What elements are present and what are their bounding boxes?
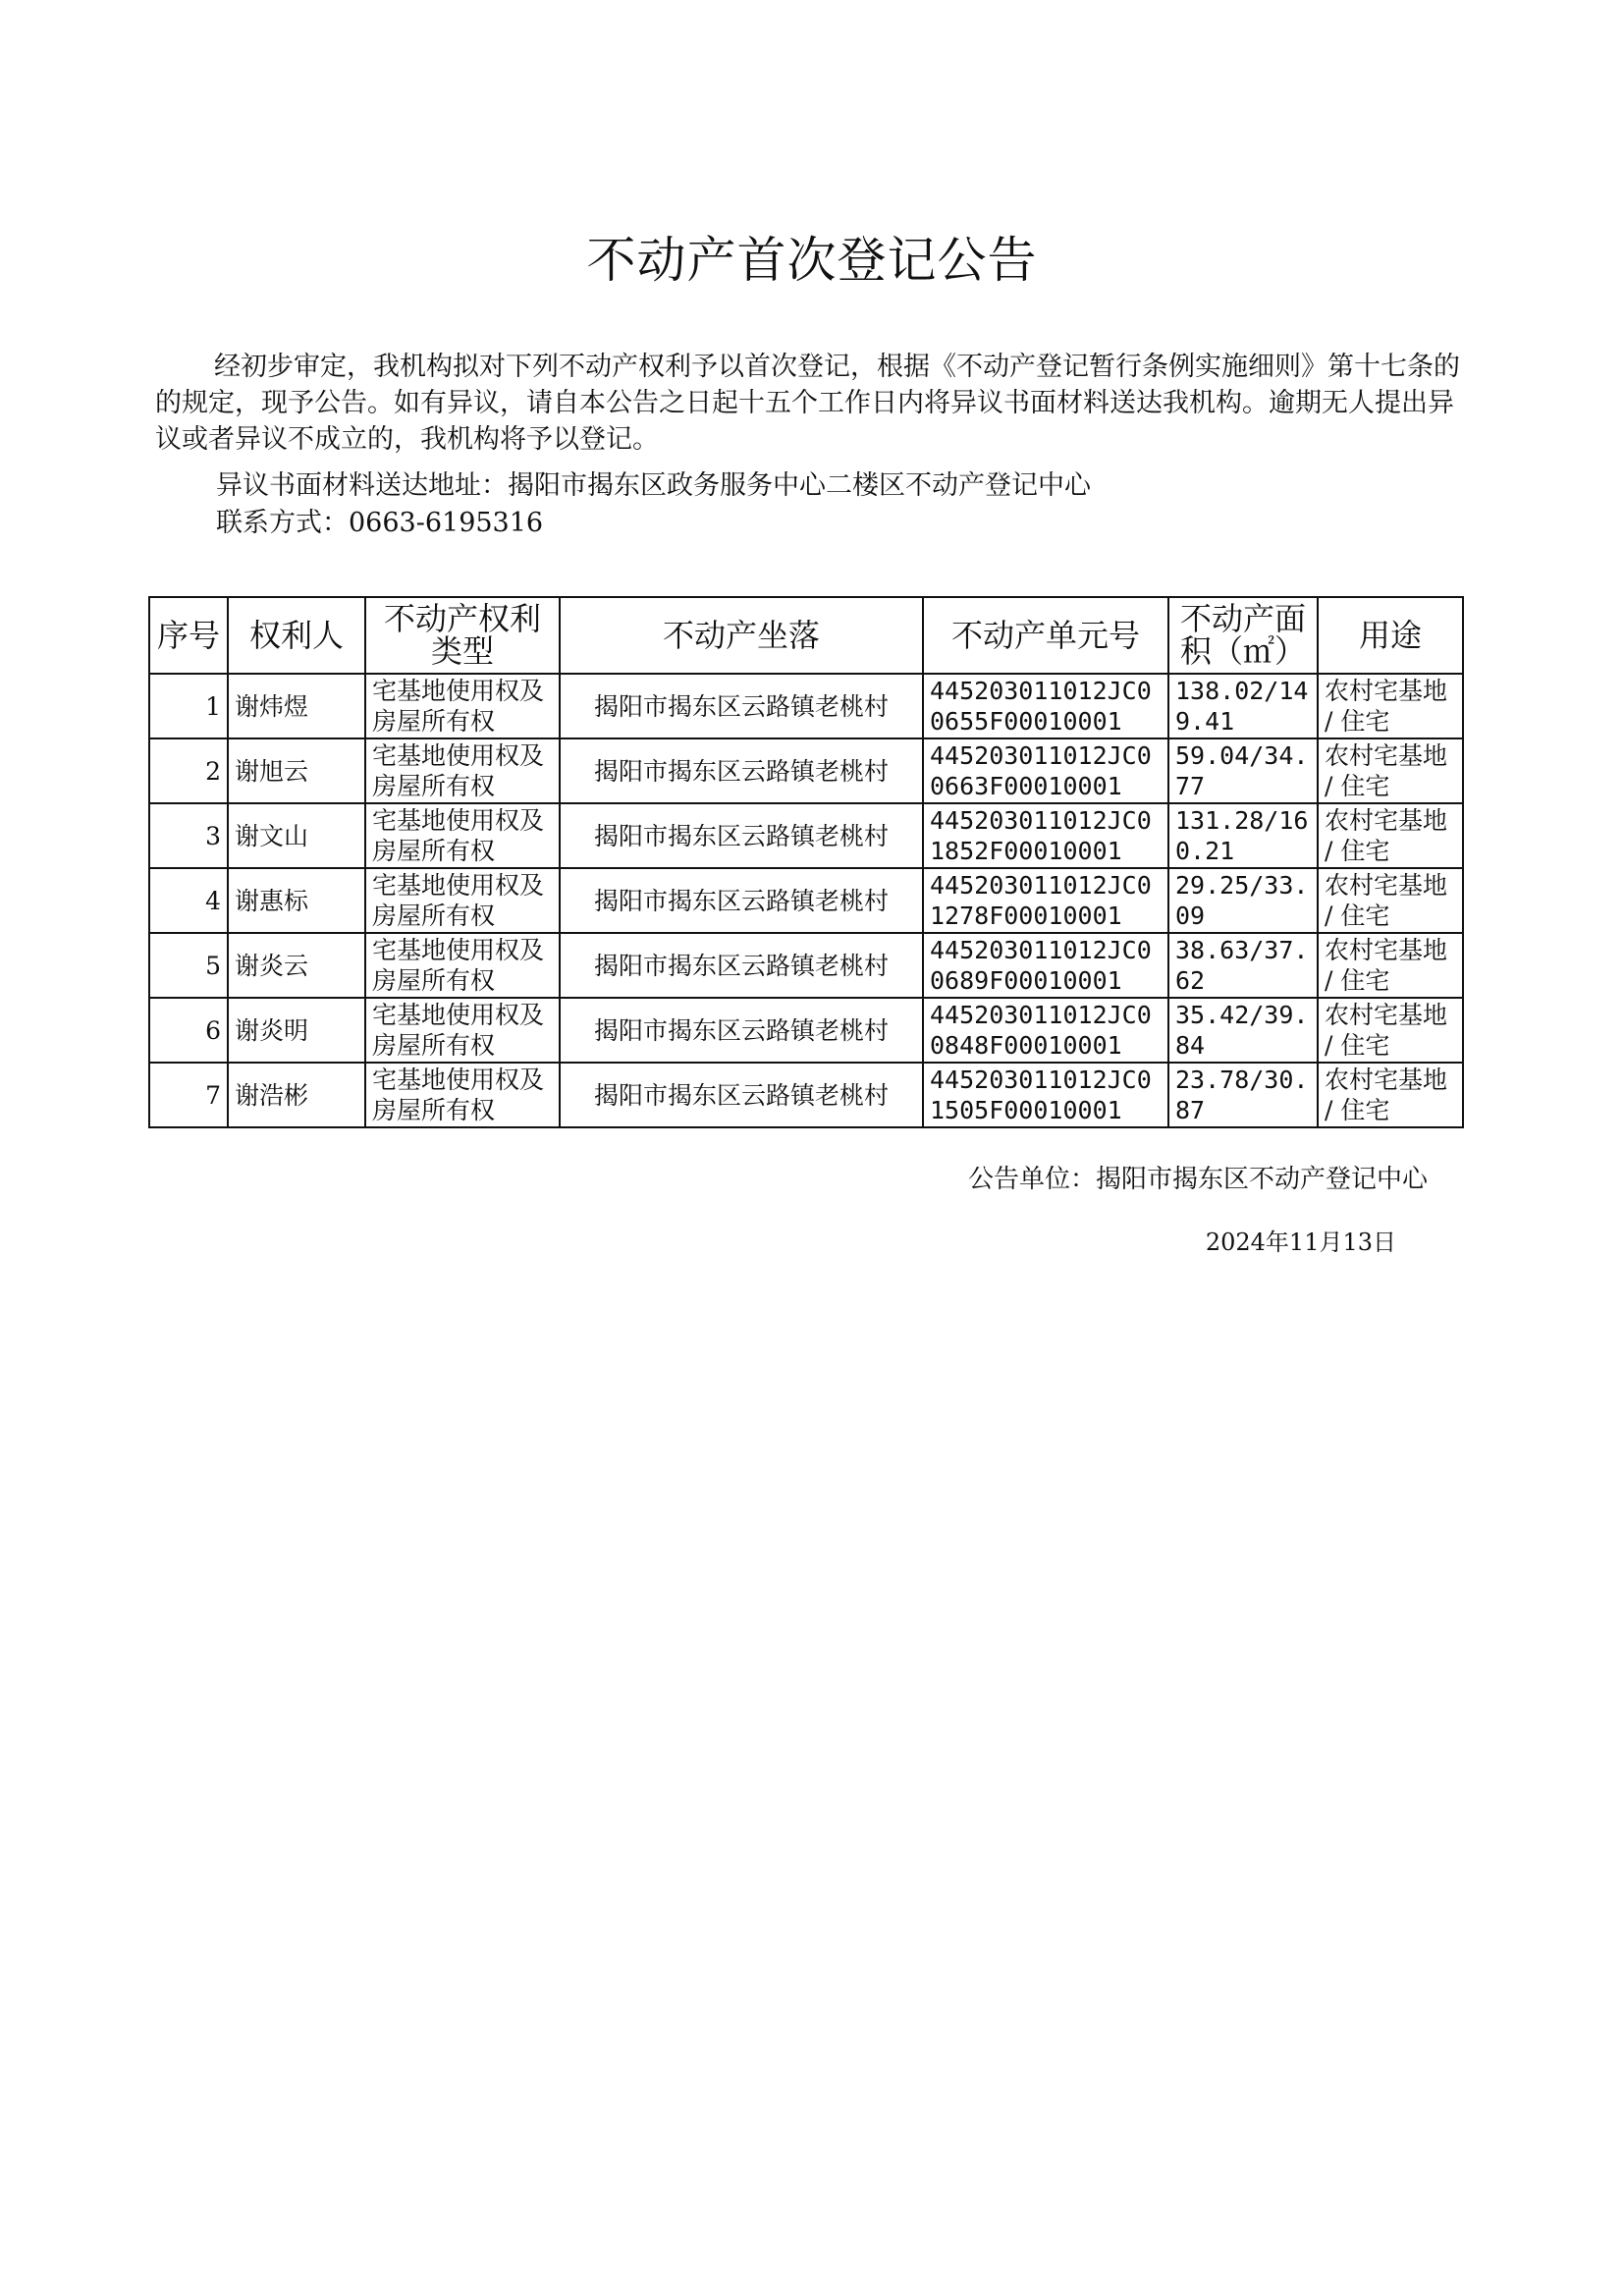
- cell-location: 揭阳市揭东区云路镇老桃村: [560, 998, 923, 1063]
- table-row: [149, 738, 1463, 803]
- header-owner: 权利人: [228, 597, 365, 674]
- cell-use: 农村宅基地 / 住宅: [1318, 998, 1463, 1063]
- table-row: [149, 868, 1463, 933]
- cell-use: 农村宅基地 / 住宅: [1318, 933, 1463, 998]
- cell-area: 131.28/160.21: [1168, 803, 1318, 868]
- cell-no: 1: [149, 674, 228, 738]
- table-row: [149, 1063, 1463, 1127]
- cell-unit-no: 445203011012JC01852F00010001: [923, 803, 1168, 868]
- cell-owner: 谢旭云: [228, 738, 365, 803]
- header-no: 序号: [149, 597, 228, 674]
- cell-area: 38.63/37.62: [1168, 933, 1318, 998]
- table-row: [149, 674, 1463, 738]
- issuing-organization: 公告单位：揭阳市揭东区不动产登记中心: [967, 1165, 1428, 1194]
- cell-unit-no: 445203011012JC01278F00010001: [923, 868, 1168, 933]
- header-unit-no: 不动产单元号: [923, 597, 1168, 674]
- cell-use: 农村宅基地 / 住宅: [1318, 868, 1463, 933]
- cell-owner: 谢炎明: [228, 998, 365, 1063]
- cell-no: 3: [149, 803, 228, 868]
- cell-no: 4: [149, 868, 228, 933]
- cell-right-type: 宅基地使用权及房屋所有权: [365, 868, 560, 933]
- cell-no: 7: [149, 1063, 228, 1127]
- page-title: 不动产首次登记公告: [586, 232, 1038, 289]
- cell-right-type: 宅基地使用权及房屋所有权: [365, 1063, 560, 1127]
- cell-owner: 谢惠标: [228, 868, 365, 933]
- cell-use: 农村宅基地 / 住宅: [1318, 1063, 1463, 1127]
- cell-right-type: 宅基地使用权及房屋所有权: [365, 674, 560, 738]
- cell-unit-no: 445203011012JC00655F00010001: [923, 674, 1168, 738]
- table-row: [149, 998, 1463, 1063]
- cell-area: 138.02/149.41: [1168, 674, 1318, 738]
- cell-unit-no: 445203011012JC01505F00010001: [923, 1063, 1168, 1127]
- cell-location: 揭阳市揭东区云路镇老桃村: [560, 674, 923, 738]
- header-right-type: 不动产权利类型: [365, 597, 560, 674]
- cell-right-type: 宅基地使用权及房屋所有权: [365, 803, 560, 868]
- cell-right-type: 宅基地使用权及房屋所有权: [365, 933, 560, 998]
- cell-no: 6: [149, 998, 228, 1063]
- cell-unit-no: 445203011012JC00663F00010001: [923, 738, 1168, 803]
- cell-area: 23.78/30.87: [1168, 1063, 1318, 1127]
- cell-no: 2: [149, 738, 228, 803]
- objection-address-line: 异议书面材料送达地址：揭阳市揭东区政务服务中心二楼区不动产登记中心: [216, 470, 1091, 501]
- header-location: 不动产坐落: [560, 597, 923, 674]
- cell-unit-no: 445203011012JC00689F00010001: [923, 933, 1168, 998]
- table-header-row: [149, 597, 1463, 674]
- cell-location: 揭阳市揭东区云路镇老桃村: [560, 738, 923, 803]
- cell-area: 35.42/39.84: [1168, 998, 1318, 1063]
- registration-table: [148, 596, 1464, 1128]
- cell-owner: 谢炜煜: [228, 674, 365, 738]
- cell-use: 农村宅基地 / 住宅: [1318, 674, 1463, 738]
- cell-area: 59.04/34.77: [1168, 738, 1318, 803]
- intro-paragraph: 经初步审定，我机构拟对下列不动产权利予以首次登记，根据《不动产登记暂行条例实施细则》第十七条的的规定，现予公告。如有异议，请自本公告之日起十五个工作日内将异议书面材料送达我机构。逾期无人提出异议或者异议不成立的，我机构将予以登记。: [155, 352, 1460, 455]
- table-row: [149, 933, 1463, 998]
- cell-owner: 谢文山: [228, 803, 365, 868]
- notice-date: 2024年11月13日: [1205, 1229, 1396, 1256]
- cell-use: 农村宅基地 / 住宅: [1318, 803, 1463, 868]
- cell-right-type: 宅基地使用权及房屋所有权: [365, 998, 560, 1063]
- cell-location: 揭阳市揭东区云路镇老桃村: [560, 933, 923, 998]
- cell-no: 5: [149, 933, 228, 998]
- cell-unit-no: 445203011012JC00848F00010001: [923, 998, 1168, 1063]
- cell-location: 揭阳市揭东区云路镇老桃村: [560, 868, 923, 933]
- header-area: 不动产面积（㎡）: [1168, 597, 1318, 674]
- cell-location: 揭阳市揭东区云路镇老桃村: [560, 1063, 923, 1127]
- cell-right-type: 宅基地使用权及房屋所有权: [365, 738, 560, 803]
- cell-owner: 谢炎云: [228, 933, 365, 998]
- cell-use: 农村宅基地 / 住宅: [1318, 738, 1463, 803]
- cell-location: 揭阳市揭东区云路镇老桃村: [560, 803, 923, 868]
- cell-owner: 谢浩彬: [228, 1063, 365, 1127]
- cell-area: 29.25/33.09: [1168, 868, 1318, 933]
- header-use: 用途: [1318, 597, 1463, 674]
- table-row: [149, 803, 1463, 868]
- contact-line: 联系方式：0663-6195316: [216, 508, 544, 538]
